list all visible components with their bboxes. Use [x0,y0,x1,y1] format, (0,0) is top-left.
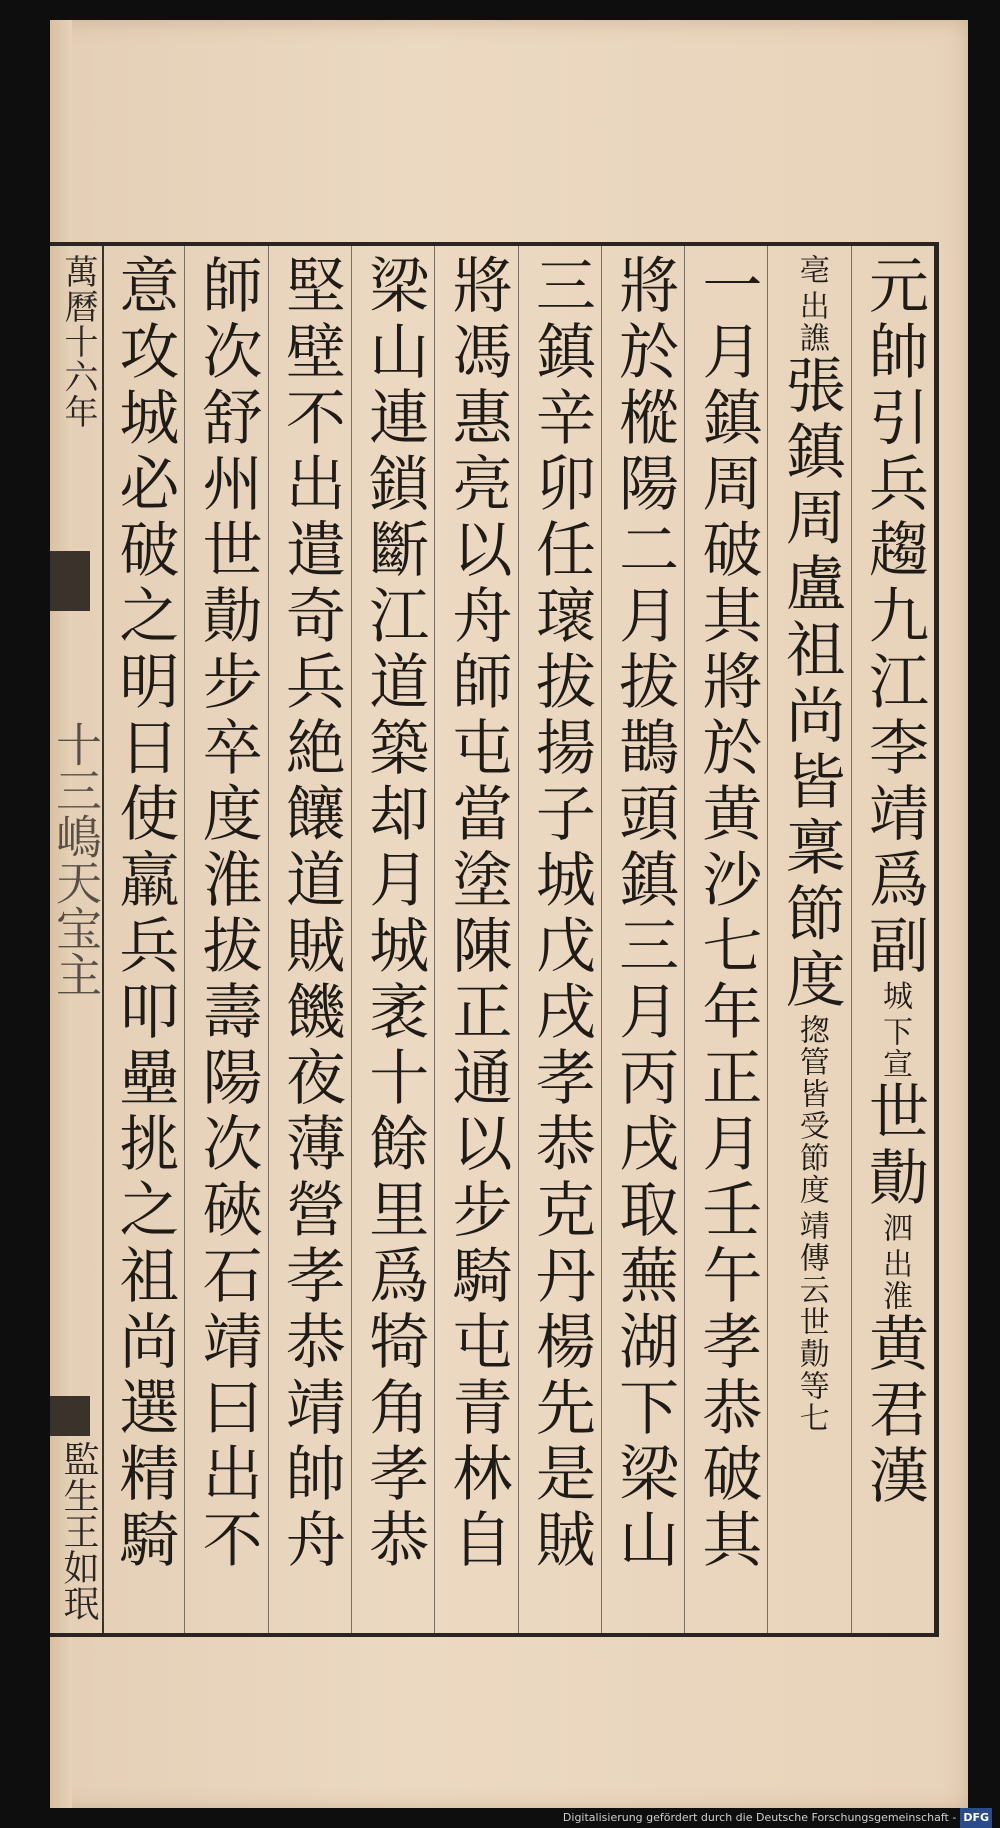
text-column-5: 三鎮辛卯任瓌拔揚子城戊戌孝恭克丹楊先是賊 [518,246,601,1633]
text-column-1 [851,246,934,1633]
text-column-10: 意攻城必破之明日使羸兵叩壘挑之祖尚選精騎 [109,254,180,1574]
column-text: 張鎮周盧祖尚皆稟節度 [775,354,846,1014]
column-text: 李靖爲副 [859,716,929,980]
text-column-4: 將於樅陽二月拔鵲頭鎮三月丙戌取蕪湖下梁山 [601,246,684,1633]
note-line: 亳 [793,254,829,286]
annotation-note [794,1014,828,1434]
note-line: 下宣 [877,1016,912,1080]
note-line: 靖傳云世勣等七 [793,1210,829,1434]
column-text: 元帥引兵趨九江 [859,254,929,716]
text-column-3: 一月鎮周破其將於黄沙七年正月壬午孝恭破其 [684,246,767,1633]
annotation-note [877,980,911,1080]
column-text: 世勣 [859,1080,929,1212]
note-line: 泗 [877,1212,912,1244]
dfg-logo: DFG [960,1808,992,1828]
column-text: 黄君漢 [859,1312,929,1510]
note-line: 出譙 [793,290,829,354]
note-line: 城 [877,980,912,1012]
annotation-note [877,1212,911,1312]
annotation-note [794,254,828,354]
banxin-printer-name: 監生王如珉 [58,1441,99,1621]
text-column-9: 師次舒州世勣步卒度淮拔壽陽次硤石靖曰出不 [184,246,267,1633]
fishtail-mark-upper [50,551,90,611]
note-line: 出淮 [877,1248,912,1312]
book-page [50,20,968,1810]
text-columns [102,246,934,1633]
text-column-2 [767,246,850,1633]
note-line: 揔管皆受節度 [793,1014,829,1206]
banxin-book-title: 十三嶋天宝主 [49,721,103,997]
text-frame [50,242,939,1637]
text-column-6: 將馮惠亮以舟師屯當塗陳正通以步騎屯青林自 [434,246,517,1633]
banxin-era-label: 萬曆十六年 [58,254,98,429]
fishtail-mark-lower [50,1396,90,1436]
footer-credit-text: Digitalisierung gefördert durch die Deutsche Forschungsgemeinschaft - [562,1811,957,1824]
text-column-7: 梁山連鎖斷江道築却月城袤十餘里爲犄角孝恭 [351,246,434,1633]
text-column-8: 堅壁不出遣奇兵絶饟道賊饑夜薄營孝恭靖帥舟 [268,246,351,1633]
digitization-footer [0,1808,1000,1828]
center-column-banxin [50,246,104,1633]
